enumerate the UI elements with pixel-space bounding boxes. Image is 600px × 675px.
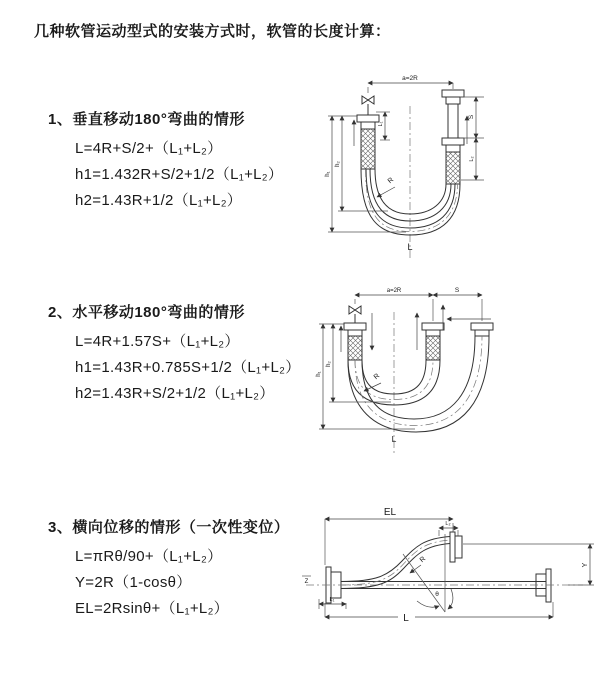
radius-callout	[377, 177, 395, 197]
label-length: L	[391, 434, 397, 444]
formula-line: Y=2R（1-cosθ）	[75, 574, 192, 591]
section-lateral-displacement	[48, 516, 289, 622]
dimension-l	[325, 602, 553, 624]
label-y: Y	[582, 562, 589, 568]
section-1-formulas	[75, 136, 283, 214]
label-z-axis: Z	[304, 579, 309, 585]
label-radius: R	[386, 176, 396, 186]
formula-line: h1=1.432R+S/2+1/2（L₁+L₂）	[75, 166, 284, 183]
radius-callout	[410, 556, 427, 573]
flanges	[344, 323, 493, 360]
diagram-lateral-displacement	[298, 492, 598, 647]
section-3-heading: 3、横向位移的情形（一次性变位）	[48, 519, 290, 536]
formula-line: L=4R+S/2+（L₁+L₂）	[75, 140, 223, 157]
valve-icon	[362, 96, 374, 115]
formula-line: h2=1.43R+S/2+1/2（L₁+L₂）	[75, 385, 275, 402]
diagram-vertical-180-bend	[308, 66, 588, 264]
s-curve-hose	[341, 537, 450, 589]
hose-u-arcs	[361, 169, 460, 235]
label-h2: h₂	[326, 361, 332, 367]
dimension-l1	[319, 597, 346, 609]
right-pipe	[442, 90, 464, 184]
braided-hose-section	[426, 336, 440, 360]
braided-hose-section	[446, 152, 460, 184]
page-title: 几种软管运动型式的安装方式时，软管的长度计算：	[34, 23, 391, 40]
label-s: S	[468, 114, 475, 120]
valve-icon	[349, 306, 361, 323]
dimension-el	[325, 507, 453, 565]
label-l1: L₁	[329, 597, 335, 603]
label-a2r: a=2R	[386, 288, 402, 294]
section-1-heading: 1、垂直移动180°弯曲的情形	[48, 111, 245, 128]
label-length: L	[403, 613, 409, 624]
dimension-a2r	[368, 75, 453, 93]
braided-hose-section	[361, 129, 375, 169]
label-l2: L₂	[469, 156, 475, 162]
label-length: L	[407, 242, 413, 252]
section-2-formulas	[75, 329, 301, 407]
right-flange	[536, 569, 551, 602]
label-l2: L₂	[445, 521, 451, 527]
label-el: EL	[383, 507, 397, 518]
dimension-a2r	[355, 287, 482, 321]
left-flange	[357, 115, 379, 169]
formula-line: EL=2Rsinθ+（L₁+L₂）	[75, 600, 229, 617]
formula-line: h2=1.43R+1/2（L₁+L₂）	[75, 192, 243, 209]
label-s: S	[454, 287, 460, 294]
section-2-heading: 2、水平移动180°弯曲的情形	[48, 304, 245, 321]
label-theta: θ	[435, 591, 439, 598]
upper-flange	[450, 532, 462, 562]
label-h1: h₁	[316, 371, 322, 377]
hose-u-position-2	[348, 336, 489, 432]
label-h2: h₂	[335, 161, 341, 167]
dimension-y	[463, 544, 594, 585]
braided-hose-section	[348, 336, 362, 360]
section-3-formulas	[75, 544, 289, 622]
axis-marker	[302, 576, 311, 585]
section-horizontal-bend	[48, 301, 301, 407]
formula-line: h1=1.43R+0.785S+1/2（L₁+L₂）	[75, 359, 301, 376]
diagram-horizontal-180-bend	[303, 278, 593, 463]
label-l1: L₁	[378, 121, 384, 127]
formula-line: L=4R+1.57S+（L₁+L₂）	[75, 333, 240, 350]
formula-line: L=πRθ/90+（L₁+L₂）	[75, 548, 223, 565]
label-radius: R	[418, 555, 428, 565]
label-h1: h₁	[325, 171, 331, 177]
label-a2r: a=2R	[402, 75, 418, 82]
section-vertical-bend	[48, 108, 283, 214]
label-radius: R	[372, 372, 382, 382]
